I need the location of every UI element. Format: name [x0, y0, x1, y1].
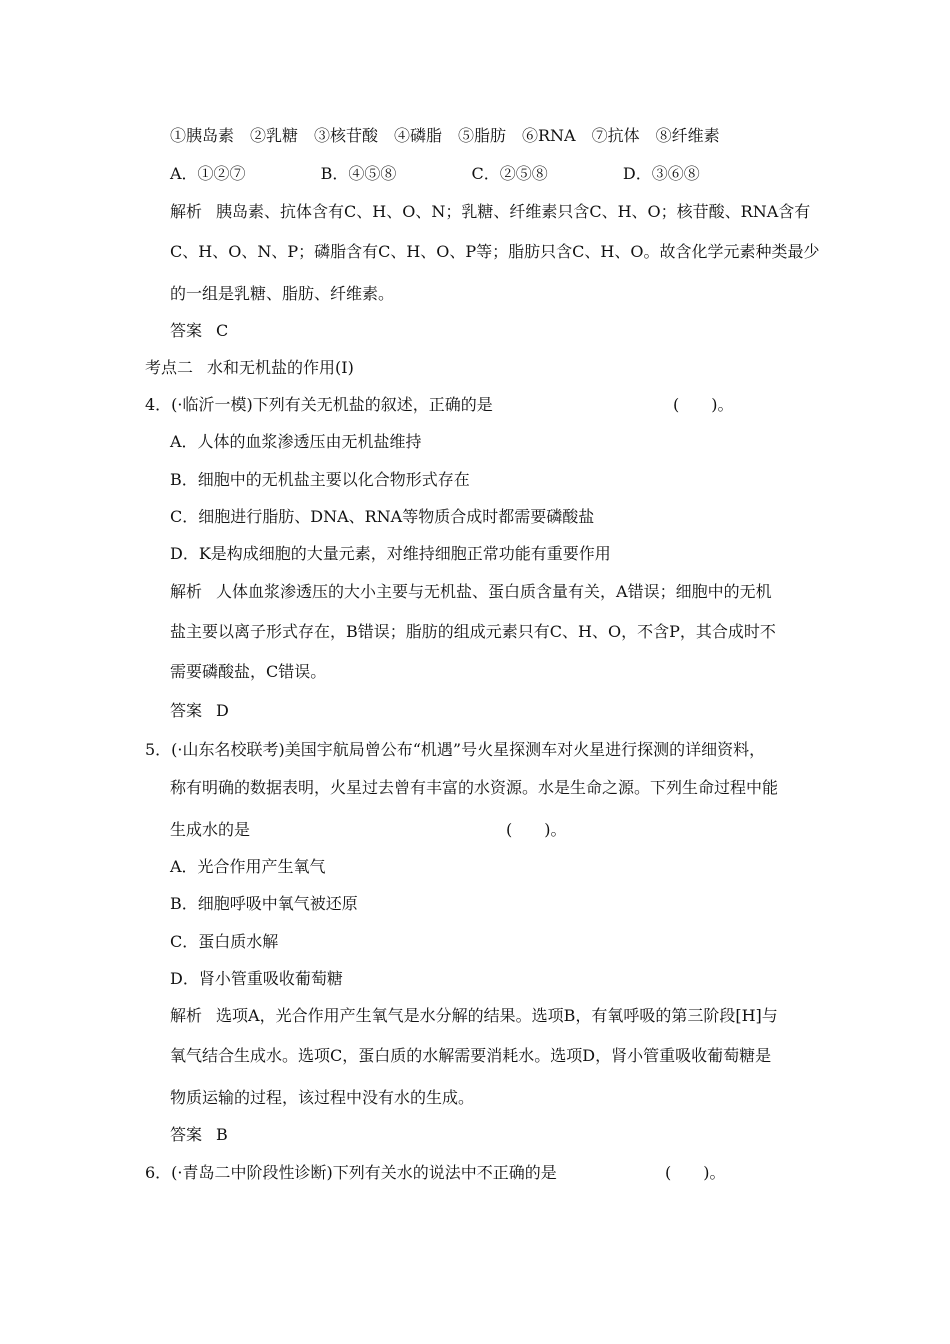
q3-analysis-line-2: C、H、O、N、P；磷脂含有C、H、O、P等；脂肪只含C、H、O。故含化学元素种类最少	[170, 242, 820, 261]
section-title: 水和无机盐的作用(Ⅰ)	[207, 358, 354, 377]
q6-stem: 6．(·青岛二中阶段性诊断)下列有关水的说法中不正确的是	[145, 1163, 557, 1182]
q3-option-d: D．③⑥⑧	[622, 164, 700, 183]
q4-analysis-line-3: 需要磷酸盐，C错误。	[170, 662, 327, 681]
q5-stem-line-2: 称有明确的数据表明，火星过去曾有丰富的水资源。水是生命之源。下列生命过程中能	[170, 778, 779, 797]
q5-option-a: A．光合作用产生氧气	[170, 857, 326, 876]
q5-analysis-line-1: 解析 选项A，光合作用产生氧气是水分解的结果。选项B，有氧呼吸的第三阶段[H]与	[170, 1006, 778, 1025]
q4-analysis-line-2: 盐主要以离子形式存在，B错误；脂肪的组成元素只有C、H、O，不含P，其合成时不	[170, 622, 776, 641]
q4-analysis-line-1: 解析 人体血浆渗透压的大小主要与无机盐、蛋白质含量有关，A错误；细胞中的无机	[170, 582, 772, 601]
q4-stem: 4．(·临沂一模)下列有关无机盐的叙述，正确的是	[145, 395, 493, 414]
q3-options	[170, 164, 700, 184]
q5-answer-label: 答案	[170, 1125, 203, 1144]
q3-answer	[170, 321, 228, 341]
q4-analysis-label: 解析	[170, 582, 203, 601]
q6-answer-bracket: ( )。	[665, 1163, 726, 1182]
q5-answer-value: B	[216, 1125, 228, 1144]
q3-analysis-line-1: 解析 胰岛素、抗体含有C、H、O、N；乳糖、纤维素只含C、H、O；核苷酸、RNA含有	[170, 202, 811, 221]
q3-answer-value: C	[216, 321, 229, 340]
q5-option-d: D．肾小管重吸收葡萄糖	[170, 969, 343, 988]
q4-option-a: A．人体的血浆渗透压由无机盐维持	[170, 432, 422, 451]
q3-analysis-label: 解析	[170, 202, 203, 221]
q4-option-b: B．细胞中的无机盐主要以化合物形式存在	[170, 470, 470, 489]
q3-option-a: A．①②⑦	[170, 164, 246, 183]
q5-option-c: C．蛋白质水解	[170, 932, 279, 951]
q4-answer	[170, 701, 229, 721]
q5-analysis-line-3: 物质运输的过程，该过程中没有水的生成。	[170, 1088, 475, 1107]
q4-answer-label: 答案	[170, 701, 203, 720]
q5-stem-line-1: 5．(·山东名校联考)美国宇航局曾公布“机遇”号火星探测车对火星进行探测的详细资料，	[145, 740, 766, 759]
q4-option-c: C．细胞进行脂肪、DNA、RNA等物质合成时都需要磷酸盐	[170, 507, 595, 526]
q5-analysis-label: 解析	[170, 1006, 203, 1025]
q5-analysis-line-2: 氧气结合生成水。选项C，蛋白质的水解需要消耗水。选项D，肾小管重吸收葡萄糖是	[170, 1046, 772, 1065]
q4-answer-value: D	[216, 701, 229, 720]
q5-answer-bracket: ( )。	[506, 820, 567, 839]
q5-answer	[170, 1125, 228, 1145]
q3-option-b: B．④⑤⑧	[320, 164, 397, 183]
q3-analysis-line-3: 的一组是乳糖、脂肪、纤维素。	[170, 284, 395, 303]
q3-items: ①胰岛素 ②乳糖 ③核苷酸 ④磷脂 ⑤脂肪 ⑥RNA ⑦抗体 ⑧纤维素	[170, 126, 720, 145]
section-heading	[145, 358, 354, 378]
q5-stem-line-3: 生成水的是	[170, 820, 251, 839]
q4-answer-bracket: ( )。	[673, 395, 734, 414]
q3-option-c: C．②⑤⑧	[471, 164, 548, 183]
section-label: 考点二	[145, 358, 194, 377]
q4-option-d: D．K是构成细胞的大量元素，对维持细胞正常功能有重要作用	[170, 544, 611, 563]
q5-option-b: B．细胞呼吸中氧气被还原	[170, 894, 358, 913]
q3-answer-label: 答案	[170, 321, 203, 340]
